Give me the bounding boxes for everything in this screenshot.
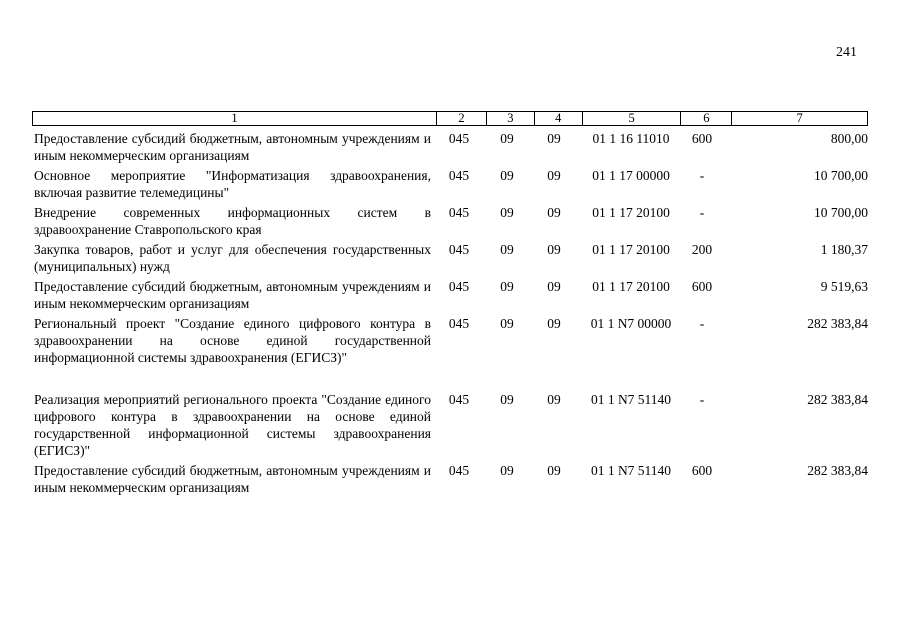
row-description: Основное мероприятие "Информатизация здравоохранения, включая развитие телемедицины"	[34, 168, 431, 200]
row-target-article: 01 1 17 20100	[592, 205, 670, 220]
row-target-article: 01 1 16 11010	[592, 131, 670, 146]
row-description: Реализация мероприятий регионального проекта "Создание единого цифрового контура в здравоохранении на основе единой государственной информационной системы здравоохранения (ЕГИСЗ)"	[34, 392, 431, 458]
table-row	[34, 204, 868, 238]
row-chapter: 045	[448, 131, 470, 146]
row-expense-type: -	[699, 392, 705, 407]
row-expense-type: 200	[691, 242, 713, 257]
row-target-article: 01 1 N7 51140	[590, 392, 672, 407]
row-subsection: 09	[547, 242, 561, 257]
row-description: Региональный проект "Создание единого цифрового контура в здравоохранении на основе единой государственной информационной системы здравоохранения (ЕГИСЗ)"	[34, 316, 431, 365]
table-row	[34, 462, 868, 496]
row-description: Внедрение современных информационных систем в здравоохранение Ставропольского края	[34, 205, 431, 237]
row-expense-type: -	[699, 205, 705, 220]
row-amount: 282 383,84	[807, 392, 868, 407]
header-cell-5: 5	[583, 112, 682, 125]
row-section: 09	[500, 316, 514, 331]
row-target-article: 01 1 N7 51140	[590, 463, 672, 478]
row-expense-type: 600	[691, 463, 713, 478]
row-amount: 9 519,63	[820, 279, 868, 294]
row-description: Предоставление субсидий бюджетным, автономным учреждениям и иным некоммерческим организациям	[34, 279, 431, 311]
row-amount: 1 180,37	[820, 242, 868, 257]
table-row	[34, 167, 868, 201]
table-body	[34, 130, 868, 496]
row-description: Предоставление субсидий бюджетным, автономным учреждениям и иным некоммерческим организациям	[34, 131, 431, 163]
row-chapter: 045	[448, 279, 470, 294]
page-number: 241	[836, 45, 857, 60]
row-amount: 10 700,00	[814, 168, 868, 183]
table-row	[34, 315, 868, 366]
row-section: 09	[500, 131, 514, 146]
row-section: 09	[500, 392, 514, 407]
row-subsection: 09	[547, 131, 561, 146]
row-subsection: 09	[547, 463, 561, 478]
row-expense-type: -	[699, 168, 705, 183]
row-chapter: 045	[448, 392, 470, 407]
header-cell-3: 3	[487, 112, 535, 125]
row-amount: 282 383,84	[807, 316, 868, 331]
row-section: 09	[500, 463, 514, 478]
row-expense-type: 600	[691, 131, 713, 146]
header-cell-1: 1	[33, 112, 437, 125]
row-subsection: 09	[547, 168, 561, 183]
row-section: 09	[500, 205, 514, 220]
row-target-article: 01 1 17 00000	[592, 168, 670, 183]
row-target-article: 01 1 17 20100	[592, 242, 670, 257]
table-row	[34, 130, 868, 164]
header-cell-6: 6	[681, 112, 732, 125]
row-section: 09	[500, 279, 514, 294]
row-target-article: 01 1 N7 00000	[590, 316, 672, 331]
table-row	[34, 241, 868, 275]
row-expense-type: 600	[691, 279, 713, 294]
row-description: Закупка товаров, работ и услуг для обеспечения государственных (муниципальных) нужд	[34, 242, 431, 274]
table-row	[34, 391, 868, 459]
row-amount: 800,00	[830, 131, 868, 146]
row-target-article: 01 1 17 20100	[592, 279, 670, 294]
row-subsection: 09	[547, 205, 561, 220]
row-amount: 10 700,00	[814, 205, 868, 220]
row-description: Предоставление субсидий бюджетным, автономным учреждениям и иным некоммерческим организациям	[34, 463, 431, 495]
row-section: 09	[500, 242, 514, 257]
row-chapter: 045	[448, 168, 470, 183]
row-section: 09	[500, 168, 514, 183]
row-subsection: 09	[547, 316, 561, 331]
row-chapter: 045	[448, 242, 470, 257]
row-chapter: 045	[448, 463, 470, 478]
header-cell-2: 2	[437, 112, 487, 125]
row-chapter: 045	[448, 205, 470, 220]
row-expense-type: -	[699, 316, 705, 331]
row-amount: 282 383,84	[807, 463, 868, 478]
row-chapter: 045	[448, 316, 470, 331]
row-subsection: 09	[547, 392, 561, 407]
header-cell-7: 7	[796, 111, 803, 125]
header-cell-4: 4	[535, 112, 583, 125]
table-header	[32, 111, 868, 126]
row-subsection: 09	[547, 279, 561, 294]
table-row	[34, 278, 868, 312]
